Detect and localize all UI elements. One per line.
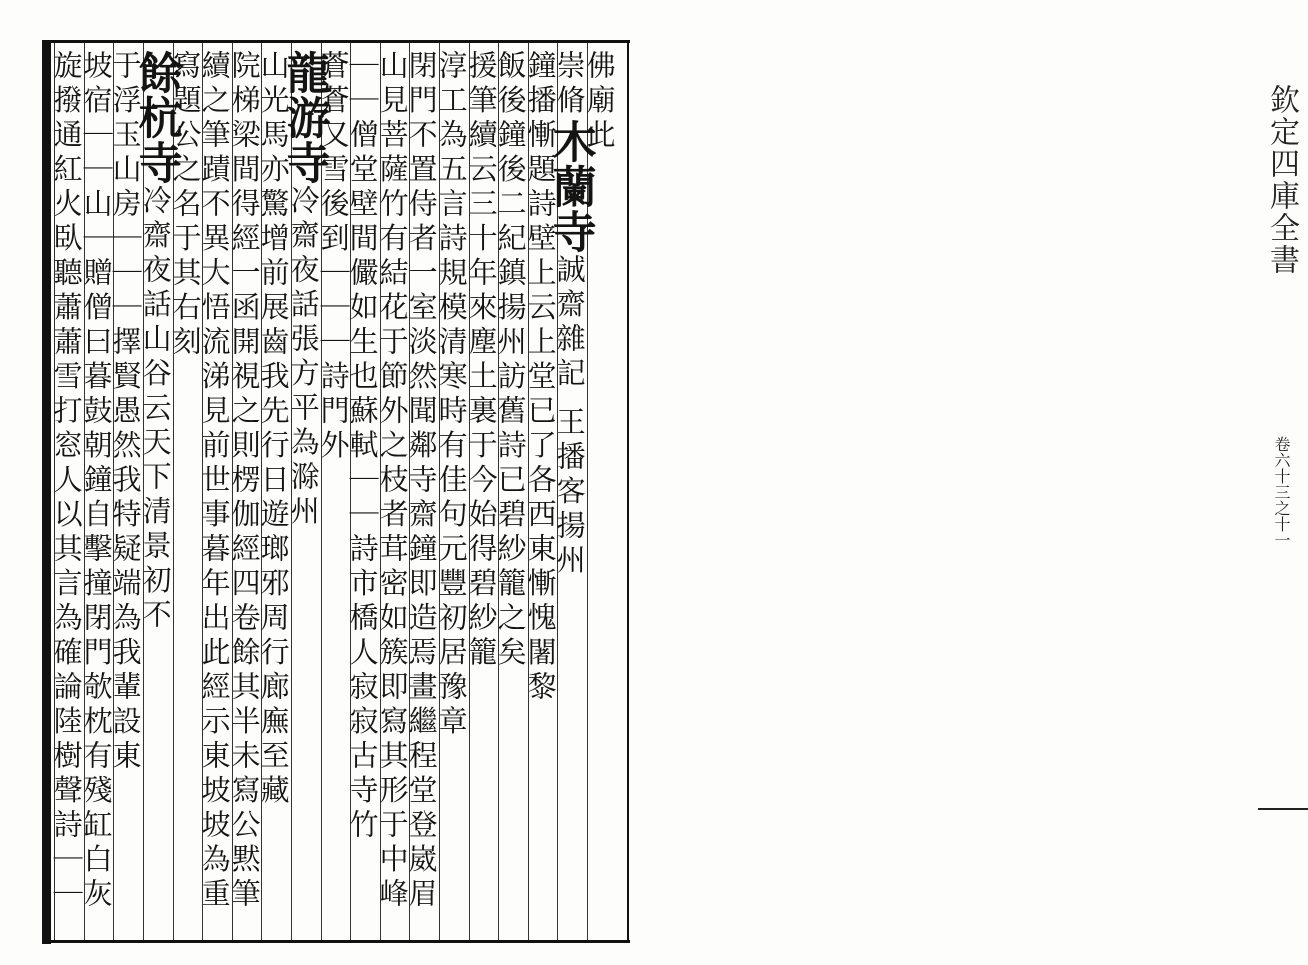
- text-column: [278, 50, 330, 938]
- column-text: 崇脩: [552, 50, 587, 119]
- column-text: 飯後鐘後二紀鎮揚州訪舊詩已碧紗籠之矣: [493, 50, 528, 671]
- volume-number: 卷六十三之十一: [1272, 436, 1291, 548]
- column-text: 冷齋夜話山谷云天下清景初不: [138, 185, 173, 634]
- text-column: [130, 50, 182, 938]
- column-text: 閉門不置侍者一室淡然聞鄰寺齋鐘即造焉畫繼程堂登崴眉: [404, 50, 439, 913]
- text-column: [345, 50, 381, 938]
- column-text: 鐘播慚題詩壁上云上堂已了各西東慚愧闍黎: [523, 50, 558, 706]
- text-column: [227, 50, 263, 938]
- page-margin: [629, 40, 1299, 943]
- column-text: 山見菩薩竹有結花于節外之枝者茸密如簇即寫其形于中峰: [375, 50, 410, 913]
- text-column: [79, 50, 115, 938]
- temple-heading: 木蘭寺: [544, 119, 596, 254]
- column-text: 寫題公之名于其右刻: [168, 50, 203, 361]
- column-text: 山光馬亦驚增前展齒我先行日遊瑯邪周行廊廡至藏: [256, 50, 291, 809]
- margin-divider: [1258, 808, 1308, 810]
- text-column: [493, 50, 529, 938]
- column-text: 冷齋夜話張方平為滁州: [286, 185, 321, 530]
- text-column: [108, 50, 144, 938]
- column-text: 續之筆蹟不異大悟流涕見前世事暮年出此經示東坡坡為重: [197, 50, 232, 913]
- text-column: [544, 50, 596, 938]
- text-column: [404, 50, 440, 938]
- text-column: [434, 50, 470, 938]
- column-text: 誠齋雜記 王播客揚州: [552, 254, 587, 580]
- frame-top-border: [42, 40, 630, 43]
- column-text: 于浮玉山房｜｜｜擇賢愚然我特疑端為我輩設東: [108, 50, 143, 775]
- temple-heading: 龍游寺: [278, 50, 330, 185]
- column-text: 淳工為五言詩規模清寒時有佳句元豐初居豫章: [434, 50, 469, 740]
- column-text: ｜｜僧堂壁間儼如生也蘇軾｜｜詩市橋人寂寂古寺竹: [345, 50, 380, 844]
- column-text: 援筆續云三十年來塵土裏于今始得碧紗籠: [464, 50, 499, 671]
- text-column: [256, 50, 292, 938]
- text-column: [523, 50, 559, 938]
- column-text: 旋撥通紅火臥聽蕭蕭雪打窓人以其言為確論陸樹聲詩｜｜: [49, 50, 84, 913]
- column-text: 坡宿｜｜山｜贈僧曰暮鼓朝鐘自擊撞閉門欹枕有殘缸白灰: [79, 50, 114, 913]
- column-text: 佛廟此: [582, 50, 617, 154]
- temple-heading: 餘杭寺: [130, 50, 182, 185]
- text-column: [49, 50, 85, 938]
- text-column: [375, 50, 411, 938]
- text-column: [464, 50, 500, 938]
- column-text: 院梯梁間得經一函開視之則楞伽經四卷餘其半未寫公黙筆: [227, 50, 262, 913]
- book-title: 欽定四庫全書: [1264, 84, 1299, 276]
- text-column: [197, 50, 233, 938]
- frame-bottom-border: [42, 940, 630, 943]
- column-text: 蒼蒼又雪後到｜｜｜詩門外: [316, 50, 351, 464]
